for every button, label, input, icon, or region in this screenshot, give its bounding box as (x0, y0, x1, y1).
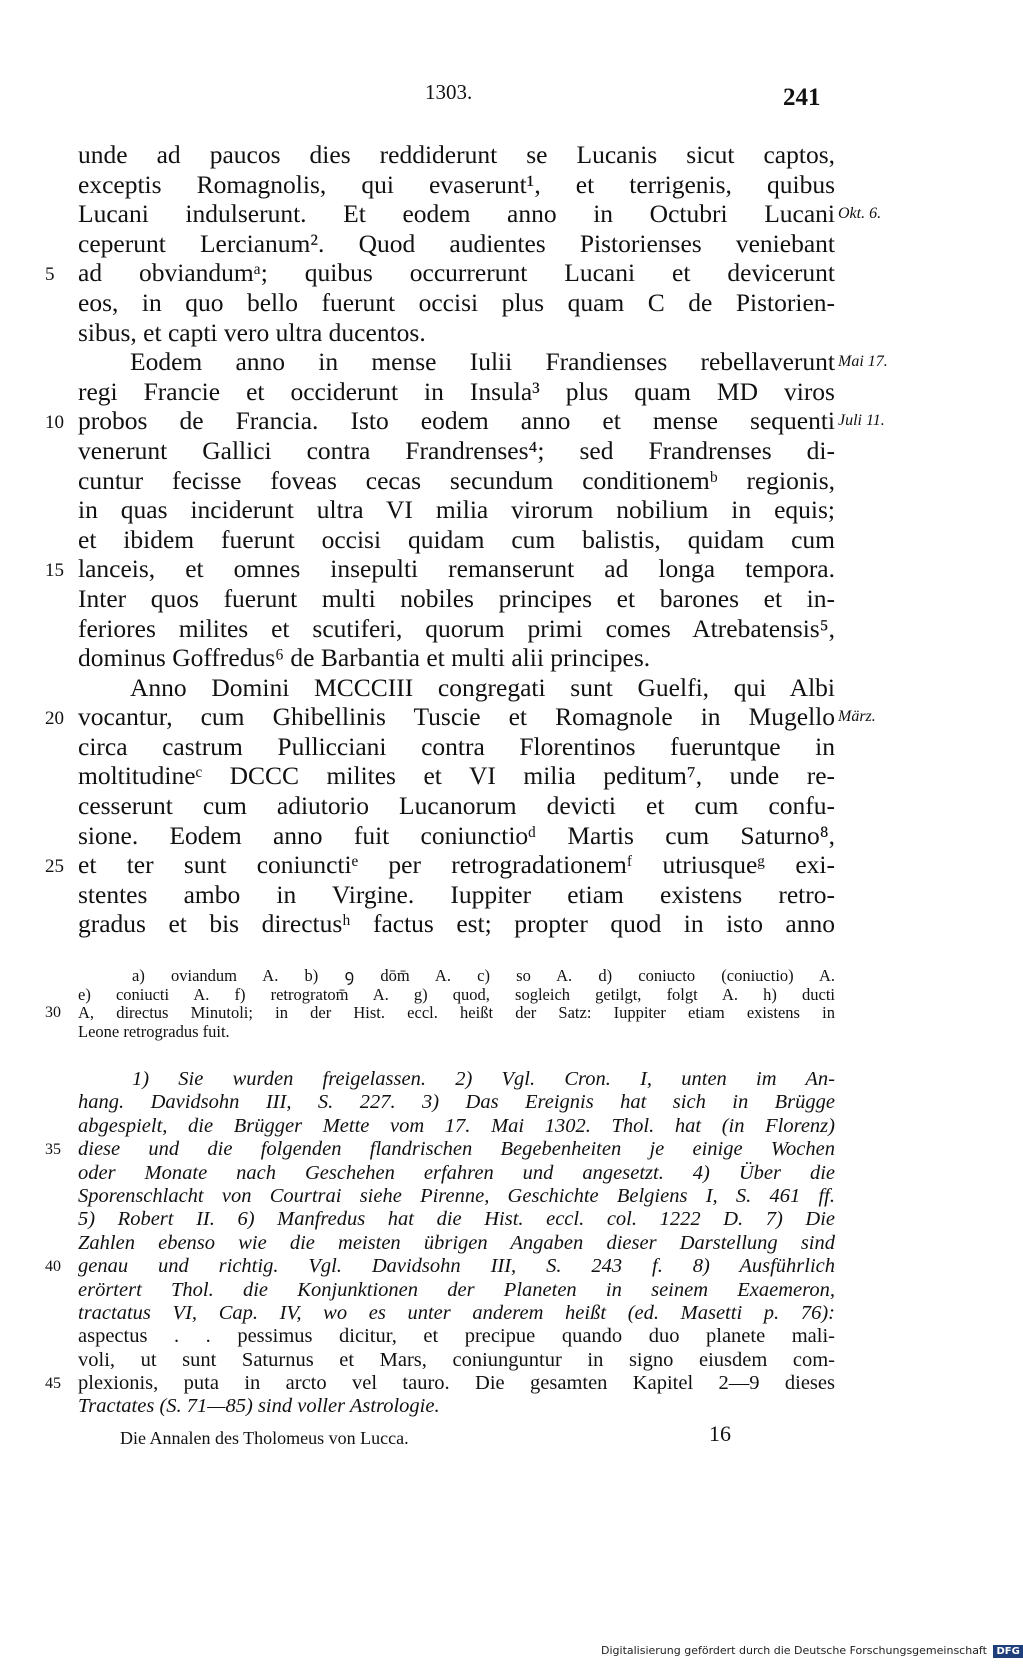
text-line (0, 791, 1000, 821)
text-line (0, 229, 1000, 259)
variant-line (0, 967, 1000, 986)
line-text: Sporenschlacht von Courtrai siehe Pirenne, Geschichte Belgiens I, S. 461 ff. (78, 1184, 835, 1207)
text-line (0, 554, 1000, 584)
line-text: Zahlen ebenso wie die meisten übrigen Angaben dieser Darstellung sind (78, 1231, 835, 1254)
text-line (0, 732, 1000, 762)
variant-line (0, 1023, 1000, 1042)
text-line (0, 377, 1000, 407)
text-line (0, 199, 1000, 229)
variant-apparatus (0, 967, 1000, 1041)
text-line (0, 170, 1000, 200)
line-text: Lucani indulserunt. Et eodem anno in Octubri Lucani (78, 199, 835, 229)
text-line (0, 436, 1000, 466)
text-line (0, 288, 1000, 318)
line-text: Inter quos fuerunt multi nobiles principes et barones et in- (78, 583, 835, 613)
footnote-line (0, 1208, 1000, 1231)
text-line (0, 140, 1000, 170)
variant-line (0, 1004, 1000, 1023)
line-number: 5 (45, 264, 55, 286)
line-text: eos, in quo bello fuerunt occisi plus quam C de Pistorien- (78, 287, 835, 317)
line-text: probos de Francia. Isto eodem anno et mense sequenti (78, 406, 835, 436)
line-text: A, directus Minutoli; in der Hist. eccl. heißt der Satz: Iuppiter etiam existens in (78, 1003, 835, 1022)
footnote-line (0, 1185, 1000, 1208)
line-text: 5) Robert II. 6) Manfredus hat die Hist. eccl. col. 1222 D. 7) Die (78, 1208, 835, 1231)
digitization-credit-text: Digitalisierung gefördert durch die Deutsche Forschungsgemeinschaft (601, 1644, 987, 1657)
line-text: stentes ambo in Virgine. Iuppiter etiam existens retro- (78, 879, 835, 909)
text-line (0, 643, 1000, 673)
text-line (0, 821, 1000, 851)
line-text: lanceis, et omnes insepulti remanserunt ad longa tempora. (78, 554, 835, 584)
line-text: oder Monate nach Geschehen erfahren und angesetzt. 4) Über die (78, 1161, 835, 1184)
line-text: regi Francie et occiderunt in Insula³ plus quam MD viros (78, 376, 835, 406)
line-text: tractatus VI, Cap. IV, wo es unter anderem heißt (ed. Masetti p. 76): (78, 1301, 835, 1324)
line-text: gradus et bis directusʰ factus est; propter quod in isto anno (78, 909, 835, 939)
line-text: sibus, et capti vero ultra ducentos. (78, 317, 426, 347)
line-text: aspectus . . pessimus dicitur, et precipue quando duo planete mali- (78, 1325, 835, 1348)
line-text: moltitudineᶜ DCCC milites et VI milia peditum⁷, unde re- (78, 761, 835, 791)
page-number: 241 (783, 84, 821, 111)
footnote-line (0, 1372, 1000, 1395)
line-text: in quas inciderunt ultra VI milia virorum nobilium in equis; (78, 495, 835, 525)
text-line (0, 466, 1000, 496)
line-number: 20 (45, 708, 64, 730)
line-number: 35 (45, 1141, 61, 1159)
text-line (0, 909, 1000, 939)
footnote-line (0, 1138, 1000, 1161)
line-text: ceperunt Lercianum². Quod audientes Pistorienses veniebant (78, 228, 835, 258)
line-text: 1) Sie wurden freigelassen. 2) Vgl. Cron. I, unten im An- (132, 1068, 835, 1090)
text-line (0, 850, 1000, 880)
line-text: vocantur, cum Ghibellinis Tuscie et Romagnole in Mugello (78, 702, 835, 732)
line-text: Anno Domini MCCCIII congregati sunt Guelfi, qui Albi (130, 672, 835, 702)
footnote-line (0, 1232, 1000, 1255)
line-text: a) oviandum A. b) ꝯ dōm̄ A. c) so A. d) coniucto (coniuctio) A. (132, 966, 835, 985)
text-line (0, 673, 1000, 703)
line-text: unde ad paucos dies reddiderunt se Lucanis sicut captos, (78, 140, 835, 169)
line-text: diese und die folgenden flandrischen Begebenheiten je einige Wochen (78, 1138, 835, 1161)
line-number: 30 (45, 1004, 61, 1021)
line-text: venerunt Gallici contra Frandrenses⁴; sed Frandrenses di- (78, 435, 835, 465)
line-number: 15 (45, 560, 64, 582)
dfg-logo: DFG (993, 1645, 1022, 1658)
line-text: erörtert Thol. die Konjunktionen der Planeten in seinem Exaemeron, (78, 1278, 835, 1301)
text-line (0, 584, 1000, 614)
line-text: cuntur fecisse foveas cecas secundum conditionemᵇ regionis, (78, 465, 835, 495)
line-text: exceptis Romagnolis, qui evaserunt¹, et terrigenis, quibus (78, 169, 835, 199)
marginal-date: Okt. 6. (838, 205, 882, 223)
marginal-date: Juli 11. (838, 412, 885, 430)
main-text (0, 140, 1000, 939)
line-text: ad obviandumᵃ; quibus occurrerunt Lucani et devicerunt (78, 258, 835, 288)
footnote-line (0, 1325, 1000, 1348)
variant-line (0, 986, 1000, 1005)
footnote-line (0, 1302, 1000, 1325)
line-text: abgespielt, die Brügger Mette vom 17. Mai 1302. Thol. hat (in Florenz) (78, 1114, 835, 1137)
line-text: genau und richtig. Vgl. Davidsohn III, S. 243 f. 8) Ausführlich (78, 1255, 835, 1278)
line-number: 25 (45, 856, 64, 878)
text-line (0, 347, 1000, 377)
line-text: plexionis, puta in arcto vel tauro. Die gesamten Kapitel 2—9 dieses (78, 1372, 835, 1395)
footnote-line (0, 1068, 1000, 1091)
text-line (0, 495, 1000, 525)
text-line (0, 318, 1000, 348)
line-text: dominus Goffredus⁶ de Barbantia et multi alii principes. (78, 643, 651, 673)
footnote-line (0, 1091, 1000, 1114)
footnotes (0, 1068, 1000, 1419)
footnote-line (0, 1395, 1000, 1418)
line-text: circa castrum Pullicciani contra Florentinos fueruntque in (78, 731, 835, 761)
text-line (0, 258, 1000, 288)
digitization-credit (601, 1644, 1023, 1658)
line-text: sione. Eodem anno fuit coniunctioᵈ Martis cum Saturno⁸, (78, 820, 835, 850)
footnote-line (0, 1255, 1000, 1278)
line-text: Leone retrogradus fuit. (78, 1021, 230, 1041)
line-text: et ibidem fuerunt occisi quidam cum balistis, quidam cum (78, 524, 835, 554)
marginal-date: Mai 17. (838, 353, 888, 371)
text-line (0, 614, 1000, 644)
footer-title: Die Annalen des Tholomeus von Lucca. (120, 1428, 409, 1448)
text-line (0, 525, 1000, 555)
line-text: Eodem anno in mense Iulii Frandienses rebellaverunt (130, 347, 835, 377)
line-text: cesserunt cum adiutorio Lucanorum devicti et cum confu- (78, 791, 835, 821)
footnote-line (0, 1349, 1000, 1372)
text-line (0, 880, 1000, 910)
text-line (0, 702, 1000, 732)
line-number: 40 (45, 1258, 61, 1276)
line-text: Tractates (S. 71—85) sind voller Astrologie. (78, 1395, 440, 1418)
line-number: 45 (45, 1375, 61, 1393)
text-line (0, 761, 1000, 791)
footnote-line (0, 1279, 1000, 1302)
footnote-line (0, 1115, 1000, 1138)
text-line (0, 406, 1000, 436)
line-text: voli, ut sunt Saturnus et Mars, coniunguntur in signo eiusdem com- (78, 1348, 835, 1371)
line-text: hang. Davidsohn III, S. 227. 3) Das Ereignis hat sich in Brügge (78, 1091, 835, 1114)
line-text: feriores milites et scutiferi, quorum primi comes Atrebatensis⁵, (78, 613, 835, 643)
line-number: 10 (45, 412, 64, 434)
line-text: e) coniucti A. f) retrogratom̄ A. g) quod, sogleich getilgt, folgt A. h) ducti (78, 984, 835, 1004)
running-head-year: 1303. (425, 80, 473, 104)
sheet-signature: 16 (709, 1421, 731, 1446)
line-text: et ter sunt coniunctiᵉ per retrogradationemᶠ utriusqueᵍ exi- (78, 850, 835, 880)
footnote-line (0, 1162, 1000, 1185)
marginal-date: März. (838, 708, 876, 726)
